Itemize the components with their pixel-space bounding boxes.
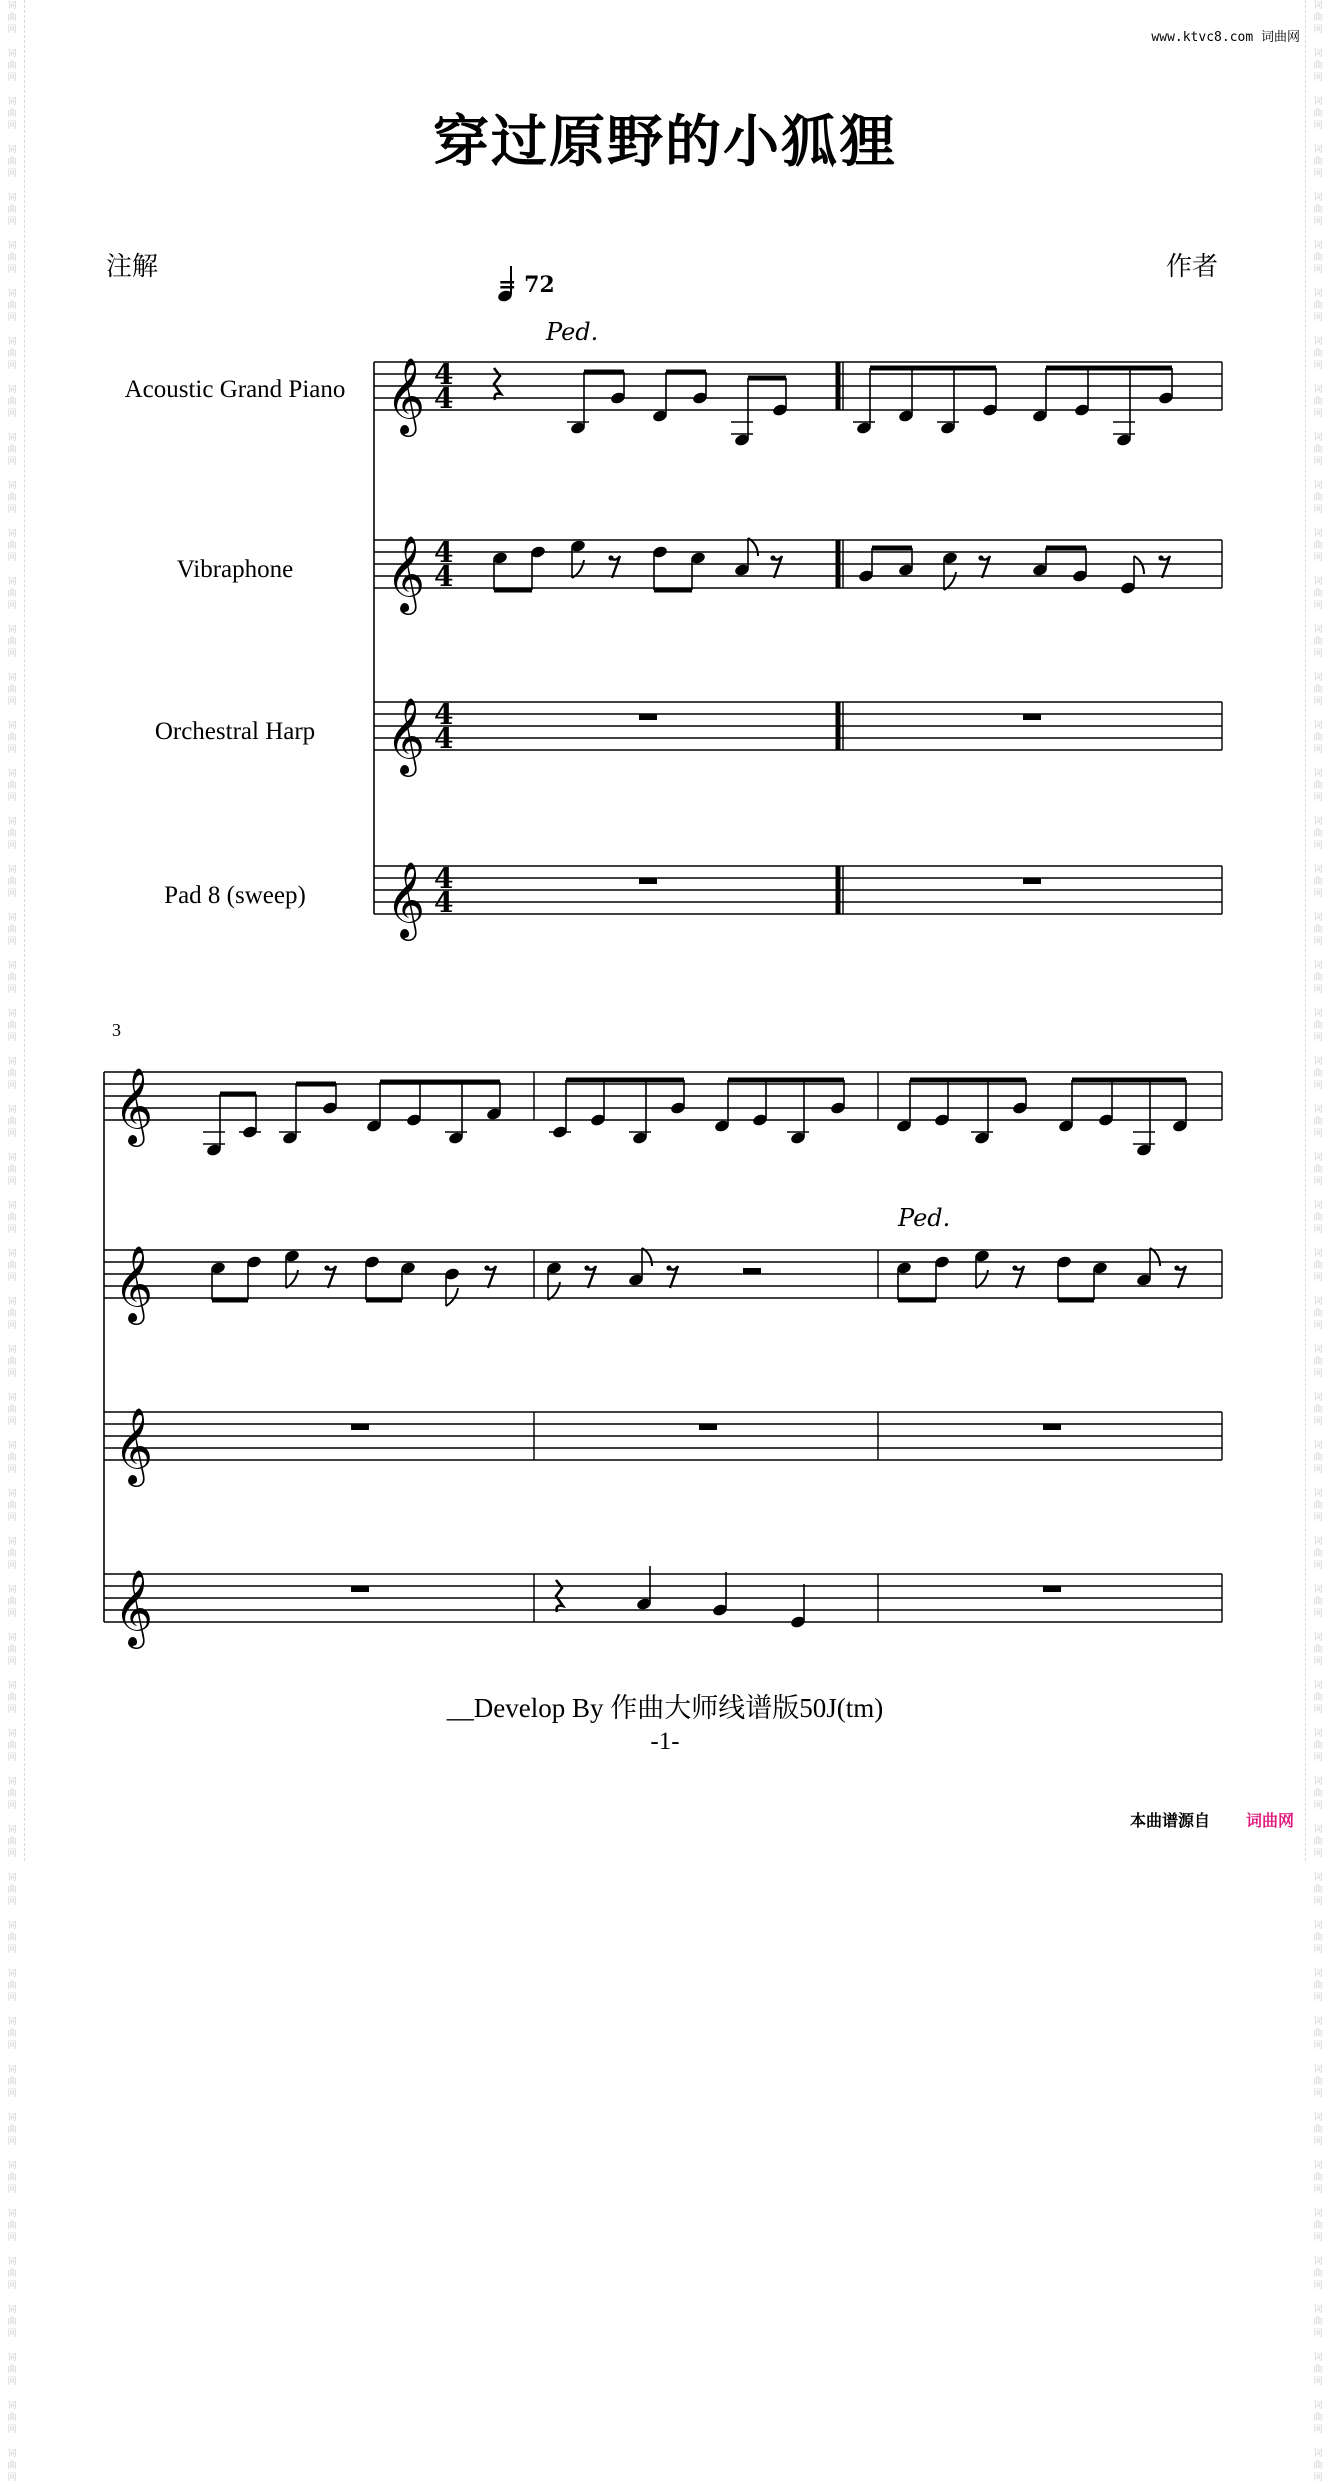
author-label: 作者 (1165, 252, 1218, 282)
eighth-rest-dot (666, 1265, 671, 1270)
tempo-marking: = 72 (498, 272, 555, 298)
eighth-rest-dot (1174, 1265, 1179, 1270)
time-signature-denominator: 4 (434, 886, 454, 919)
source-brand[interactable]: 词曲网 (1245, 1811, 1294, 1830)
treble-clef-icon: 𝄞 (386, 535, 426, 612)
pedal-marking: Ped. (898, 1204, 951, 1232)
whole-rest-icon (351, 1586, 369, 1592)
whole-rest-icon (639, 878, 657, 884)
eighth-rest-dot (1012, 1265, 1017, 1270)
instrument-label-harp: Orchestral Harp (154, 718, 316, 745)
eighth-rest-dot (484, 1265, 489, 1270)
treble-clef-icon: 𝄞 (386, 697, 426, 774)
pedal-marking: Ped. (546, 318, 599, 346)
measure-number: 3 (112, 1020, 121, 1040)
time-signature-numerator: 4 (434, 698, 454, 731)
note-flag (1134, 556, 1144, 574)
whole-rest-icon (699, 1424, 717, 1430)
eighth-rest-dot (1158, 555, 1163, 560)
whole-rest-icon (1043, 1586, 1061, 1592)
page-title: 穿过原野的小狐狸 (433, 110, 897, 175)
quarter-rest-icon (494, 368, 501, 400)
whole-rest-icon (1043, 1424, 1061, 1430)
eighth-rest-dot (770, 555, 775, 560)
treble-clef-icon: 𝄞 (386, 357, 426, 434)
site-url[interactable]: www.ktvc8.com 词曲网 (1151, 30, 1300, 45)
page-number: -1- (650, 1728, 680, 1755)
eighth-rest-dot (324, 1265, 329, 1270)
note-flag (446, 1288, 458, 1306)
time-signature-numerator: 4 (434, 862, 454, 895)
treble-clef-icon: 𝄞 (114, 1245, 154, 1322)
instrument-label-piano: Acoustic Grand Piano (124, 376, 346, 403)
time-signature-denominator: 4 (434, 382, 454, 415)
time-signature-denominator: 4 (434, 560, 454, 593)
time-signature-numerator: 4 (434, 358, 454, 391)
time-signature-denominator: 4 (434, 722, 454, 755)
whole-rest-icon (1023, 878, 1041, 884)
left-edge-watermark: 词 曲 网 词 曲 网 词 曲 网 词 曲 网 词 曲 网 词 曲 网 词 曲 网 词 曲 网 词 曲 网 词 曲 网 词 曲 网 词 曲 网 词 曲 网 词 曲 网 词 曲 网 词 曲 网 词 曲 网 词 曲 网 词 曲 网 词 曲 网 词 曲 网 词 曲 网 词 曲 网 词 曲 网 词 曲 网 词 曲 网 词 曲 网 词 曲 网 词 曲 网 词 曲 网 词 曲 网 词 曲 网 词 曲 网 词 曲 网 词 曲 网 词 曲 网 词 曲 网 词 曲 网 词 曲 网 词 曲 网 词 曲 网 词 曲 网 词 曲 网 词 曲 网 词 曲 网 词 曲 网 词 曲 网 词 曲 网 词 曲 网 词 曲 网 词 曲 网 词 曲 网 (7, 1, 17, 2483)
whole-rest-icon (639, 714, 657, 720)
eighth-rest-dot (978, 555, 983, 560)
time-signature-numerator: 4 (434, 536, 454, 569)
footer-develop-credit: __Develop By 作曲大师线谱版50J(tm) (446, 1693, 884, 1723)
whole-rest-icon (351, 1424, 369, 1430)
half-rest-icon (743, 1268, 761, 1274)
annotation-label: 注解 (106, 252, 159, 282)
treble-clef-icon: 𝄞 (114, 1067, 154, 1144)
treble-clef-icon: 𝄞 (114, 1407, 154, 1484)
eighth-rest-dot (608, 555, 613, 560)
eighth-rest-dot (584, 1265, 589, 1270)
system-2 (104, 1067, 1222, 1649)
quarter-rest-icon (556, 1580, 563, 1612)
system-1 (374, 318, 1222, 941)
instrument-label-pad: Pad 8 (sweep) (164, 882, 306, 909)
right-edge-watermark: 词 曲 网 词 曲 网 词 曲 网 词 曲 网 词 曲 网 词 曲 网 词 曲 网 词 曲 网 词 曲 网 词 曲 网 词 曲 网 词 曲 网 词 曲 网 词 曲 网 词 曲 网 词 曲 网 词 曲 网 词 曲 网 词 曲 网 词 曲 网 词 曲 网 词 曲 网 词 曲 网 词 曲 网 词 曲 网 词 曲 网 词 曲 网 词 曲 网 词 曲 网 词 曲 网 词 曲 网 词 曲 网 词 曲 网 词 曲 网 词 曲 网 词 曲 网 词 曲 网 词 曲 网 词 曲 网 词 曲 网 词 曲 网 词 曲 网 词 曲 网 词 曲 网 词 曲 网 词 曲 网 词 曲 网 词 曲 网 词 曲 网 词 曲 网 词 曲 网 词 曲 网 (1313, 1, 1323, 2483)
whole-rest-icon (1023, 714, 1041, 720)
treble-clef-icon: 𝄞 (114, 1569, 154, 1646)
treble-clef-icon: 𝄞 (386, 861, 426, 938)
source-label: 本曲谱源自 (1129, 1811, 1210, 1830)
instrument-label-vibraphone: Vibraphone (176, 556, 294, 583)
